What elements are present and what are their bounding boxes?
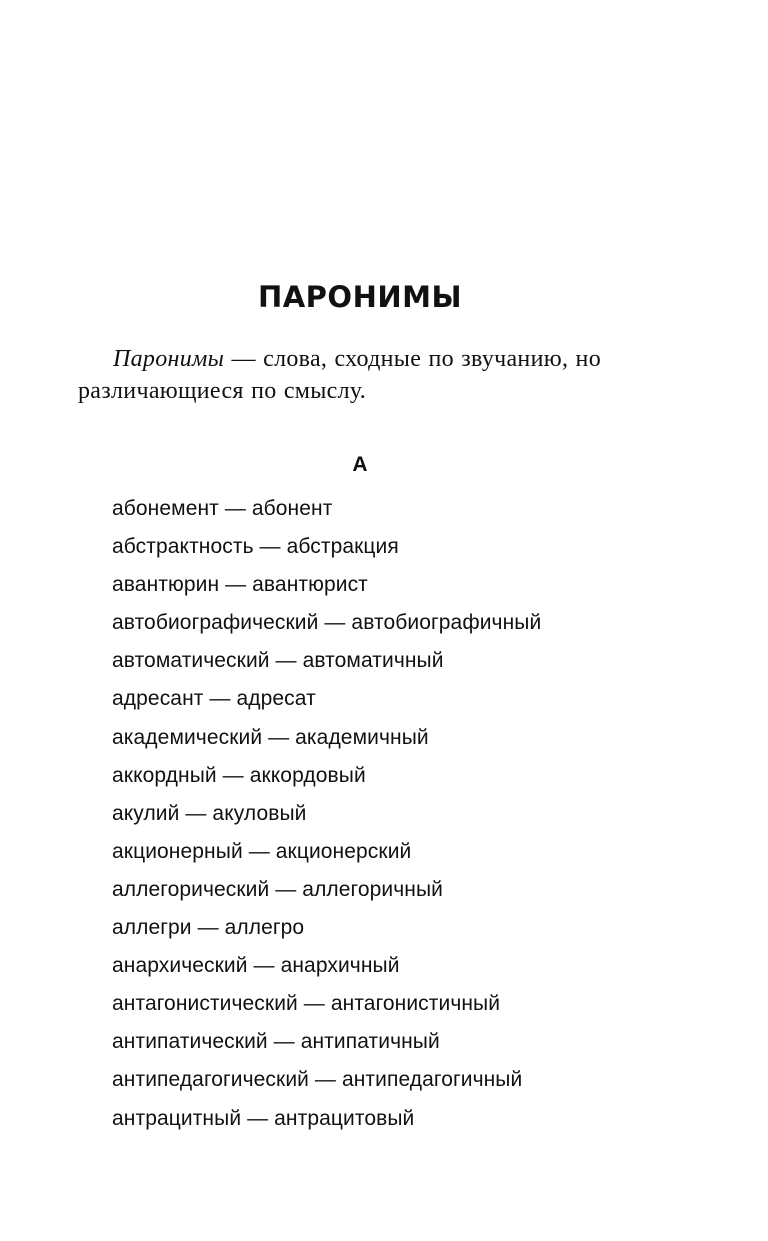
definition-text: — слова, сходные по звучанию, но различающиеся по смыслу. <box>78 346 601 404</box>
paronym-pair: анархический — анархичный <box>112 954 400 978</box>
definition-term: Паронимы <box>113 346 225 372</box>
paronym-list <box>112 490 541 1138</box>
paronym-pair: абстрактность — абстракция <box>112 535 399 559</box>
paronym-pair: антагонистический — антагонистичный <box>112 992 501 1016</box>
paronym-pair: акулий — акуловый <box>112 801 307 825</box>
letter-heading: А <box>352 453 368 476</box>
paronym-pair: аккордный — аккордовый <box>112 763 366 787</box>
definition-paragraph <box>78 343 678 407</box>
paronym-pair: аллегри — аллегро <box>112 916 305 940</box>
paronym-pair: антипатический — антипатичный <box>112 1030 440 1054</box>
paronym-pair: автобиографический — автобиографичный <box>112 611 542 635</box>
paronym-pair: акционерный — акционерский <box>112 839 412 863</box>
paronym-pair: адресант — адресат <box>112 687 316 711</box>
paronym-pair: абонемент — абонент <box>112 497 333 520</box>
paronym-pair: антрацитный — антрацитовый <box>112 1106 415 1130</box>
paronym-pair: антипедагогический — антипедагогичный <box>112 1068 523 1092</box>
paronym-pair: автоматический — автоматичный <box>112 649 444 673</box>
paronym-pair: авантюрин — авантюрист <box>112 573 368 597</box>
paronym-pair: аллегорический — аллегоричный <box>112 877 444 901</box>
page-title: ПАРОНИМЫ <box>257 280 463 314</box>
paronym-pair: академический — академичный <box>112 725 429 749</box>
